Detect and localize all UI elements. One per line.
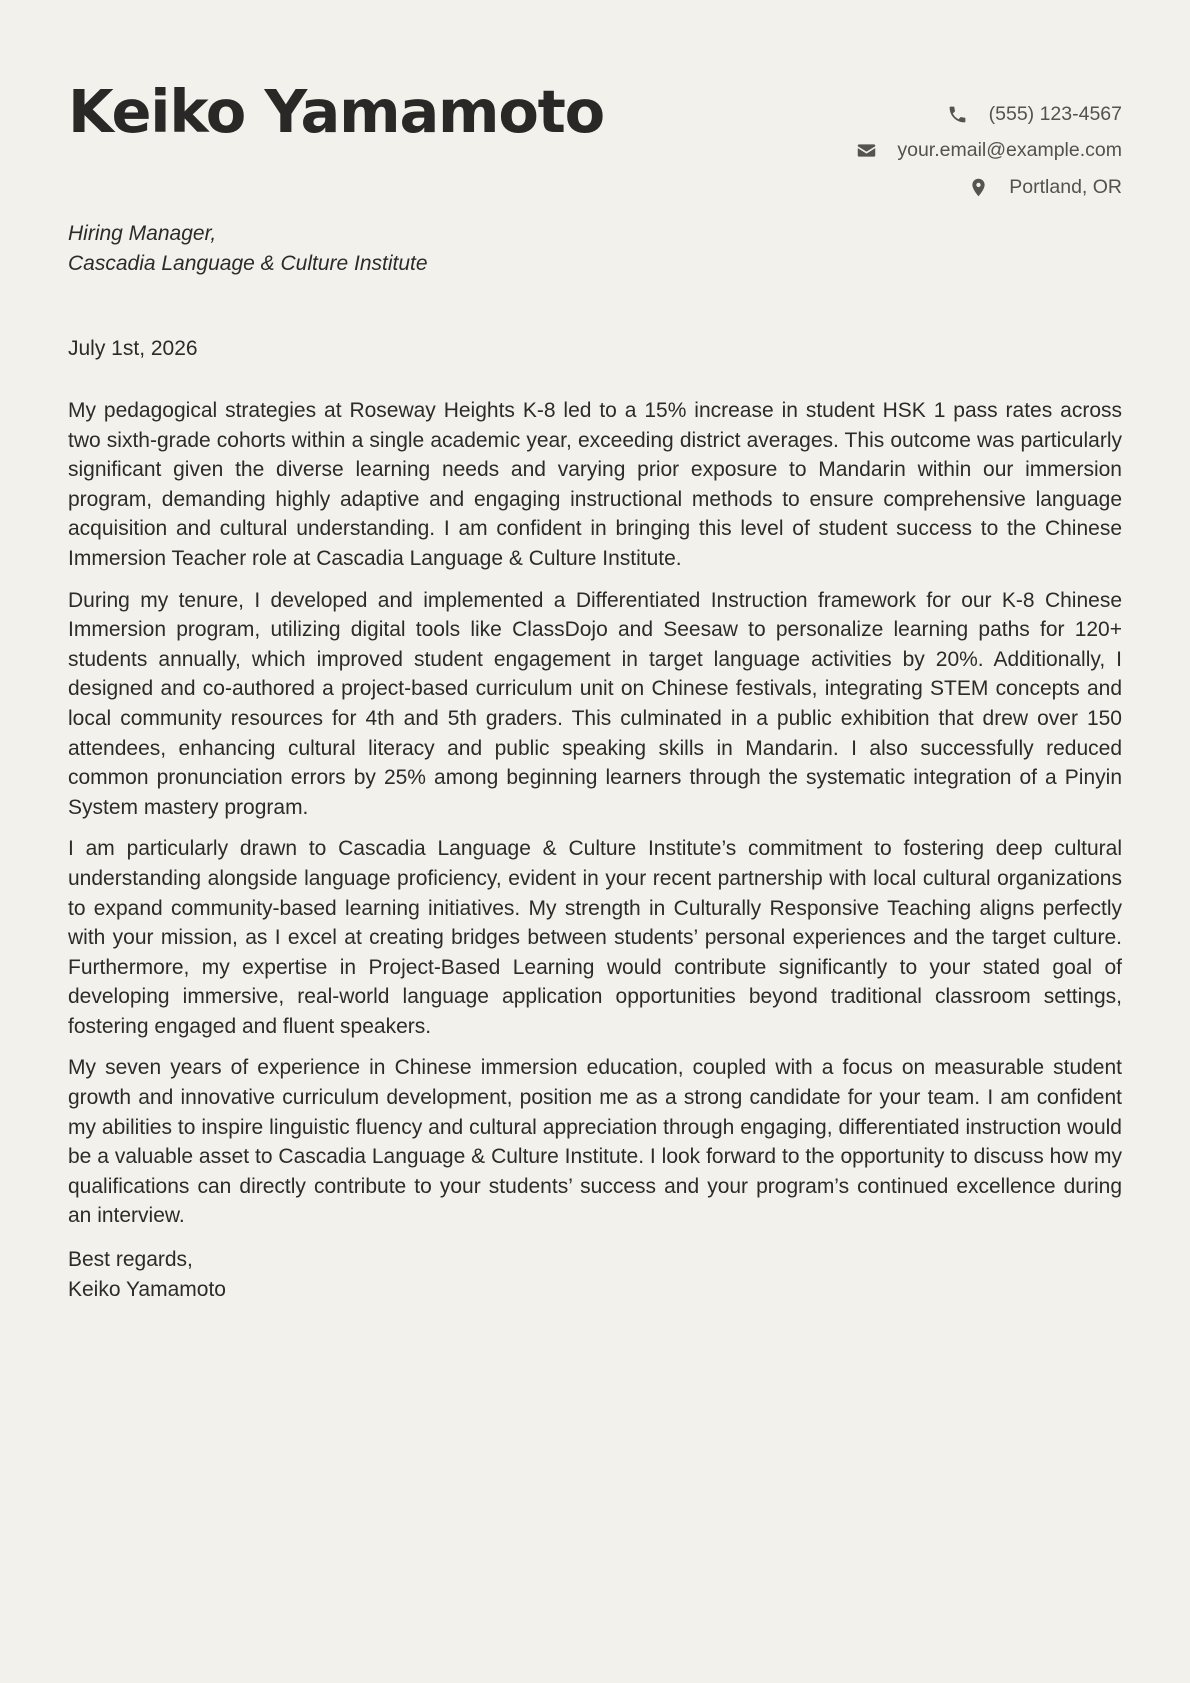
letter-body [68, 396, 1122, 1243]
contact-location: Portland, OR [1009, 175, 1122, 198]
recipient-title: Hiring Manager, [68, 222, 217, 245]
closing-salutation: Best regards, [68, 1248, 193, 1271]
contact-email: your.email@example.com [897, 139, 1122, 162]
body-paragraph: I am particularly drawn to Cascadia Language & Culture Institute’s commitment to fostering deep cultural understanding alongside language proficiency, evident in your recent partnership with local cultural organizations to expand community-based learning initiatives. My strength in Culturally Responsive Teaching aligns perfectly with your mission, as I excel at creating bridges between students’ personal experiences and the target culture. Furthermore, my expertise in Project-Based Learning would contribute significantly to your stated goal of developing immersive, real-world language application opportunities beyond traditional classroom settings, fostering engaged and fluent speakers. [68, 837, 1122, 1038]
body-paragraph: My seven years of experience in Chinese immersion education, coupled with a focus on measurable student growth and innovative curriculum development, position me as a strong candidate for your team. I am confident my abilities to inspire linguistic fluency and cultural appreciation through engaging, differentiated instruction would be a valuable asset to Cascadia Language & Culture Institute. I look forward to the opportunity to discuss how my qualifications can directly contribute to your students’ success and your program’s continued excellence during an interview. [68, 1056, 1122, 1228]
contact-info [702, 96, 1122, 206]
closing-signature: Keiko Yamamoto [68, 1278, 226, 1301]
letter-header [68, 0, 1122, 205]
contact-phone-row [702, 96, 1122, 133]
closing-block [68, 1245, 226, 1305]
body-paragraph: During my tenure, I developed and implemented a Differentiated Instruction framework for our K-8 Chinese Immersion program, utilizing digital tools like ClassDojo and Seesaw to personalize learning paths for 120+ students annually, which improved student engagement in target language activities by 20%. Additionally, I designed and co-authored a project-based curriculum unit on Chinese festivals, integrating STEM concepts and local community resources for 4th and 5th graders. This culminated in a public exhibition that drew over 150 attendees, enhancing cultural literacy and public speaking skills in Mandarin. I also successfully reduced common pronunciation errors by 25% among beginning learners through the systematic integration of a Pinyin System mastery program. [68, 588, 1122, 819]
phone-icon [947, 103, 969, 125]
applicant-name: Keiko Yamamoto [68, 77, 605, 146]
body-paragraph: My pedagogical strategies at Roseway Heights K-8 led to a 15% increase in student HSK 1 pass rates across two sixth-grade cohorts within a single academic year, exceeding district averages. This outcome was particularly significant given the diverse learning needs and varying prior exposure to Mandarin within our immersion program, demanding highly adaptive and engaging instructional methods to ensure comprehensive language acquisition and cultural understanding. I am confident in bringing this level of student success to the Chinese Immersion Teacher role at Cascadia Language & Culture Institute. [68, 399, 1122, 570]
recipient-block [68, 219, 428, 279]
contact-phone: (555) 123-4567 [988, 102, 1122, 125]
map-pin-icon [967, 176, 989, 198]
contact-email-row [702, 133, 1122, 170]
recipient-organization: Cascadia Language & Culture Institute [68, 252, 428, 275]
contact-location-row [702, 169, 1122, 206]
letter-date: July 1st, 2026 [68, 337, 198, 360]
envelope-icon [855, 140, 877, 162]
